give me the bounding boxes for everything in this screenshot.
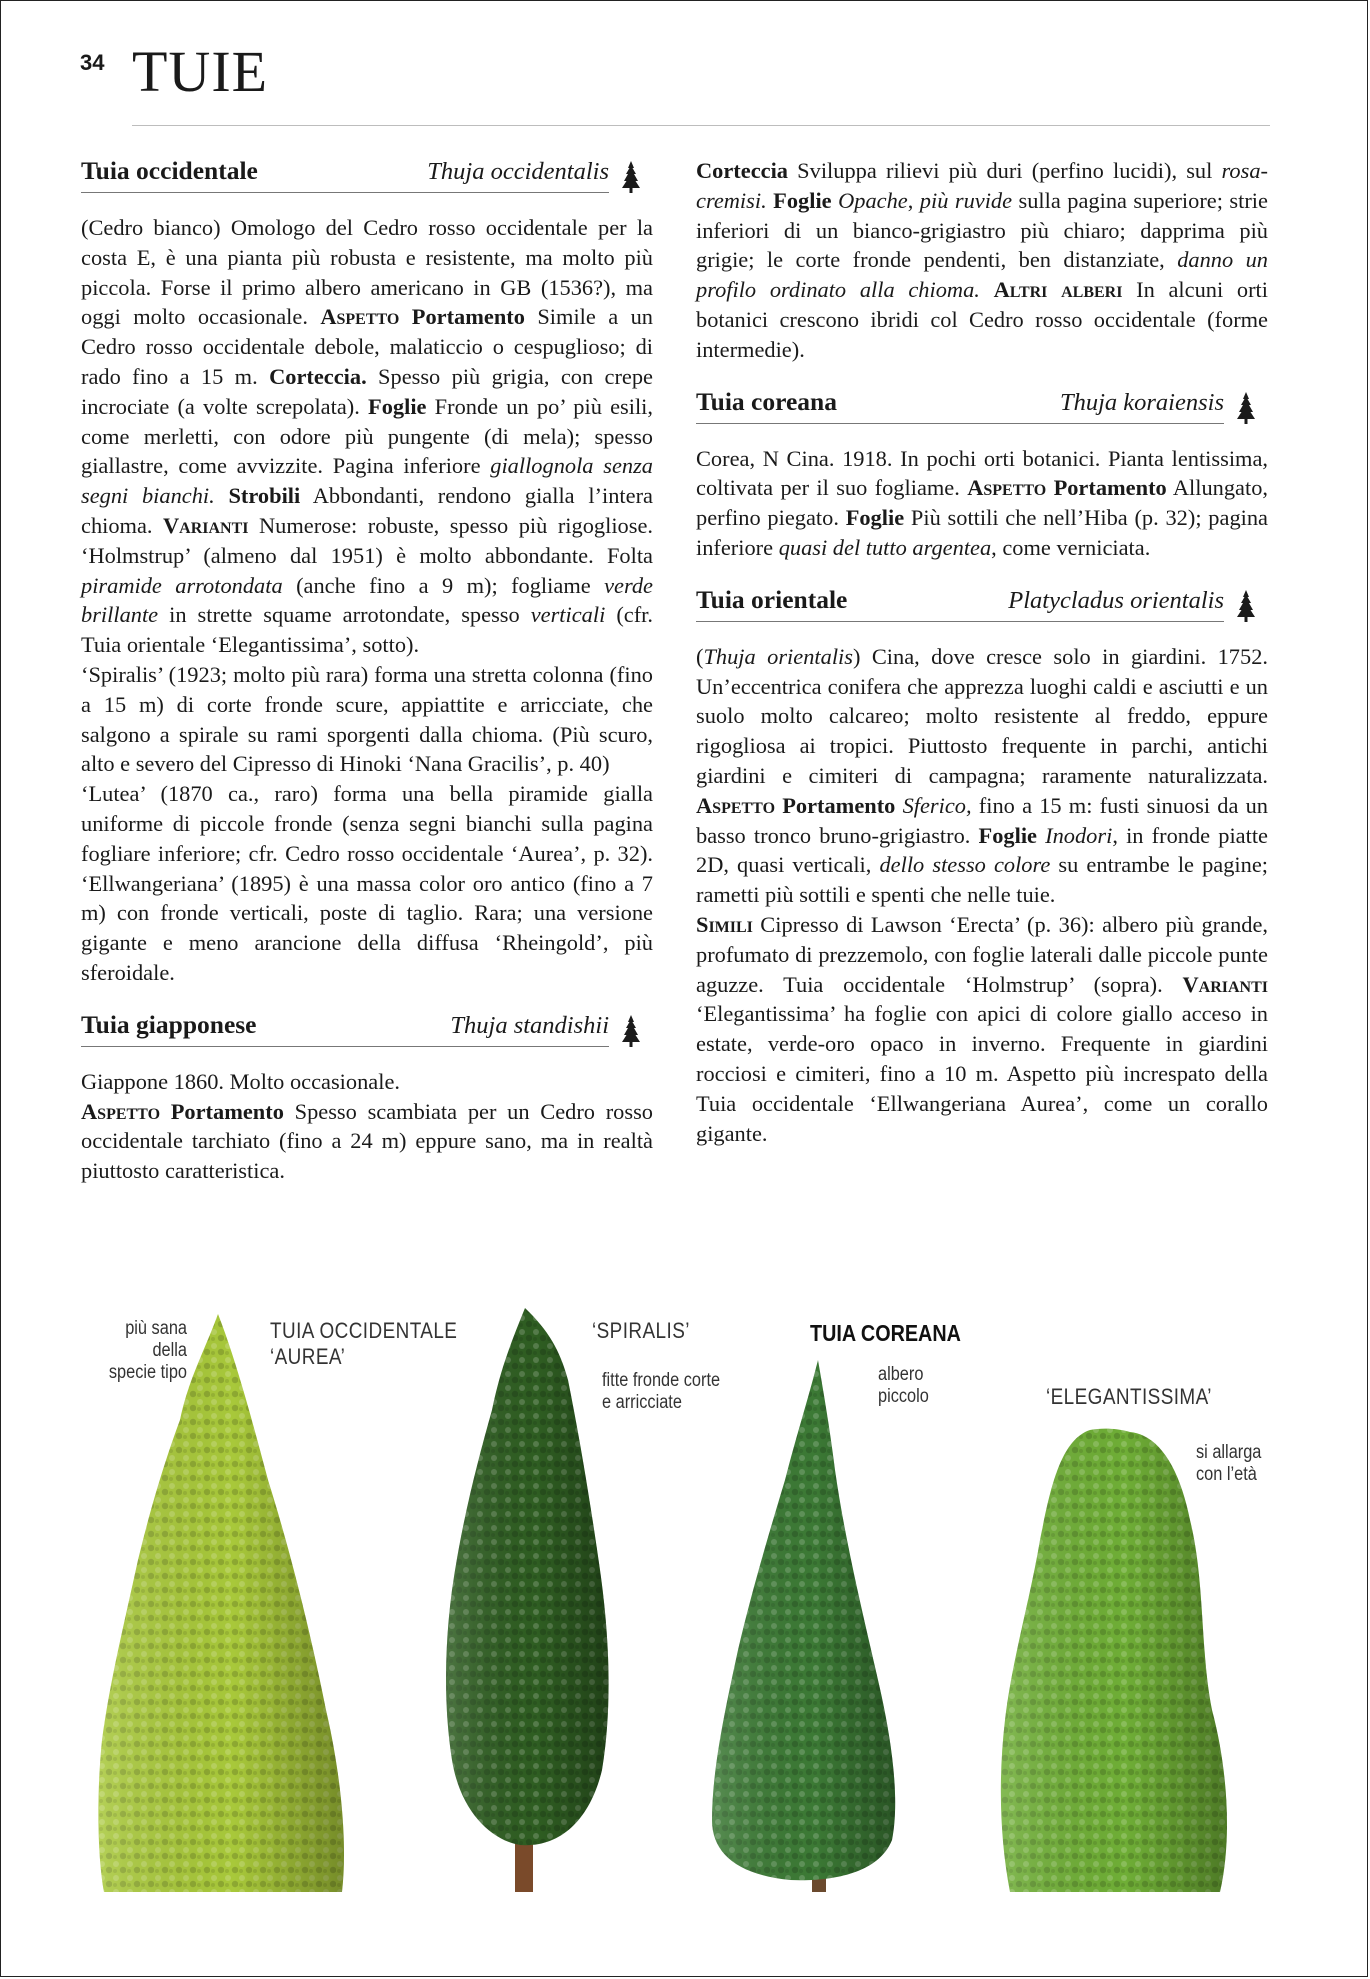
entry-name: Tuia coreana bbox=[696, 386, 837, 416]
paragraph: Corea, N Cina. 1918. In pochi orti botanici. Pianta lentissima, coltivata per il suo fogliame. Aspetto Portamento Allungato, perfino piegato. Foglie Più sottili che nell’Hiba (p. 32); pagina inferiore quasi del tutto argentea, come verniciata. bbox=[696, 445, 1268, 560]
entry-heading-giapponese bbox=[81, 1010, 609, 1047]
title-divider bbox=[132, 125, 1270, 126]
right-column bbox=[696, 156, 1268, 1148]
paragraph: Giappone 1860. Molto occasionale. bbox=[81, 1068, 400, 1094]
conifer-tree-icon bbox=[1235, 589, 1257, 623]
conifer-tree-icon bbox=[620, 1014, 642, 1048]
paragraph: Corteccia Sviluppa rilievi più duri (perfino lucidi), sul rosa-cremisi. Foglie Opache, più ruvide sulla pagina superiore; strie inferiori di un bianco-grigiastro più chiaro; dapprima più grigie; le corte fronde pendenti, ben distanziate, danno un profilo ordinato alla chioma. Altri alberi In alcuni orti botanici crescono ibridi col Cedro rosso occidentale (forme intermedie). bbox=[696, 158, 1269, 362]
paragraph: Simili Cipresso di Lawson ‘Erecta’ (p. 36): albero più grande, profumato di prezzemolo, con foglie laterali dalle piccole punte aguzze. Tuia occidentale ‘Holmstrup’ (sopra). Varianti ‘Elegantissima’ ha foglie con apici di colore giallo acceso in estate, verde-oro opaco in inverno. Frequente in giardini rocciosi e cimiteri, fino a 10 m. Aspetto più increspato della Tuia occidentale ‘Ellwangeriana Aurea’, come un corallo gigante. bbox=[696, 911, 1268, 1146]
conifer-tree-icon bbox=[620, 160, 642, 194]
entry-body-giapponese-continued bbox=[696, 156, 1268, 365]
tree-illustration-coreana bbox=[712, 1360, 895, 1892]
tree-illustrations bbox=[0, 1300, 1370, 1900]
left-column bbox=[81, 156, 653, 1186]
entry-latin-name: Thuja standishii bbox=[450, 1011, 609, 1039]
caption-aurea-label: TUIA OCCIDENTALE ‘AUREA’ bbox=[270, 1318, 458, 1369]
page-number: 34 bbox=[80, 50, 105, 75]
conifer-tree-icon bbox=[1235, 391, 1257, 425]
caption-spiralis-note: fitte fronde corte e arricciate bbox=[602, 1370, 721, 1413]
entry-body-occidentale bbox=[81, 213, 653, 988]
entry-body-orientale bbox=[696, 642, 1268, 1149]
caption-elegantissima-note: si allarga con l’età bbox=[1196, 1442, 1262, 1485]
entry-body-coreana bbox=[696, 444, 1268, 563]
entry-body-giapponese bbox=[81, 1067, 653, 1186]
paragraph: (Thuja orientalis) Cina, dove cresce solo in giardini. 1752. Un’eccentrica conifera che apprezza luoghi caldi e asciutti e un suolo molto calcareo; molto resistente al freddo, eppure rigogliosa ai tropici. Piuttosto frequente in parchi, antichi giardini e cimiteri di campagna; raramente naturalizzata. Aspetto Portamento Sferico, fino a 15 m: fusti sinuosi da un basso tronco bruno-grigiastro. Foglie Inodori, in fronde piatte 2D, quasi verticali, dello stesso colore su entrambe le pagine; rametti più sottili e spenti che nelle tuie. bbox=[696, 643, 1268, 908]
entry-latin-name: Platycladus orientalis bbox=[1008, 586, 1224, 614]
caption-elegantissima-label: ‘ELEGANTISSIMA’ bbox=[1046, 1384, 1212, 1409]
entry-heading-occidentale bbox=[81, 156, 609, 193]
entry-latin-name: Thuja koraiensis bbox=[1059, 388, 1224, 416]
caption-coreana-label: TUIA COREANA bbox=[810, 1320, 961, 1346]
paragraph: Aspetto Portamento Spesso scambiata per un Cedro rosso occidentale tarchiato (fino a 24 m) eppure sano, ma in realtà piuttosto caratteristica. bbox=[81, 1098, 653, 1184]
tree-illustration-elegantissima bbox=[1001, 1429, 1227, 1892]
caption-spiralis-label: ‘SPIRALIS’ bbox=[592, 1318, 690, 1343]
caption-coreana-note: albero piccolo bbox=[878, 1364, 929, 1407]
entry-name: Tuia giapponese bbox=[81, 1009, 257, 1039]
paragraph: ‘Spiralis’ (1923; molto più rara) forma una stretta colonna (fino a 15 m) di corte fronde scure, appiattite e arricciate, che salgono a spirale su rami sporgenti dalla chioma. (Più scuro, alto e severo del Cipresso di Hinoki ‘Nana Gracilis’, p. 40) bbox=[81, 661, 653, 777]
entry-latin-name: Thuja occidentalis bbox=[427, 158, 609, 185]
tree-illustration-spiralis bbox=[446, 1308, 609, 1892]
page-title: TUIE bbox=[132, 39, 269, 104]
paragraph: ‘Lutea’ (1870 ca., raro) forma una bella piramide gialla uniforme di piccole fronde (senza segni bianchi sulla pagina fogliare inferiore; cfr. Cedro rosso occidentale ‘Aurea’, p. 32). ‘Ellwangeriana’ (1895) è una massa color oro antico (fino a 7 m) con fronde verticali, poste di taglio. Rara; una versione gigante e meno arancione della diffusa ‘Rheingold’, più sferoidale. bbox=[81, 781, 653, 985]
entry-heading-coreana bbox=[696, 387, 1224, 424]
paragraph: (Cedro bianco) Omologo del Cedro rosso occidentale per la costa E, è una pianta più robusta e resistente, ma molto più piccola. Forse il primo albero americano in GB (1536?), ma oggi molto occasionale. Aspetto Portamento Simile a un Cedro rosso occidentale debole, malaticcio o cespuglioso; di rado fino a 15 m. Corteccia. Spesso più grigia, con crepe incrociate (a volte screpolata). Foglie Fronde un po’ più esili, come merletti, con odore più pungente (di mela); spesso giallastre, come avvizzite. Pagina inferiore giallognola senza segni bianchi. Strobili Abbondanti, rendono gialla l’intera chioma. Varianti Numerose: robuste, spesso più rigogliose. ‘Holmstrup’ (almeno dal 1951) è molto abbondante. Folta piramide arrotondata (anche fino a 9 m); fogliame verde brillante in strette squame arrotondate, spesso verticali (cfr. Tuia orientale ‘Elegantissima’, sotto). bbox=[81, 215, 653, 658]
entry-heading-orientale bbox=[696, 585, 1224, 622]
entry-name: Tuia occidentale bbox=[81, 156, 258, 185]
tree-illustration-aurea bbox=[98, 1314, 344, 1892]
caption-aurea-note: più sana della specie tipo bbox=[108, 1318, 187, 1383]
entry-name: Tuia orientale bbox=[696, 584, 848, 614]
